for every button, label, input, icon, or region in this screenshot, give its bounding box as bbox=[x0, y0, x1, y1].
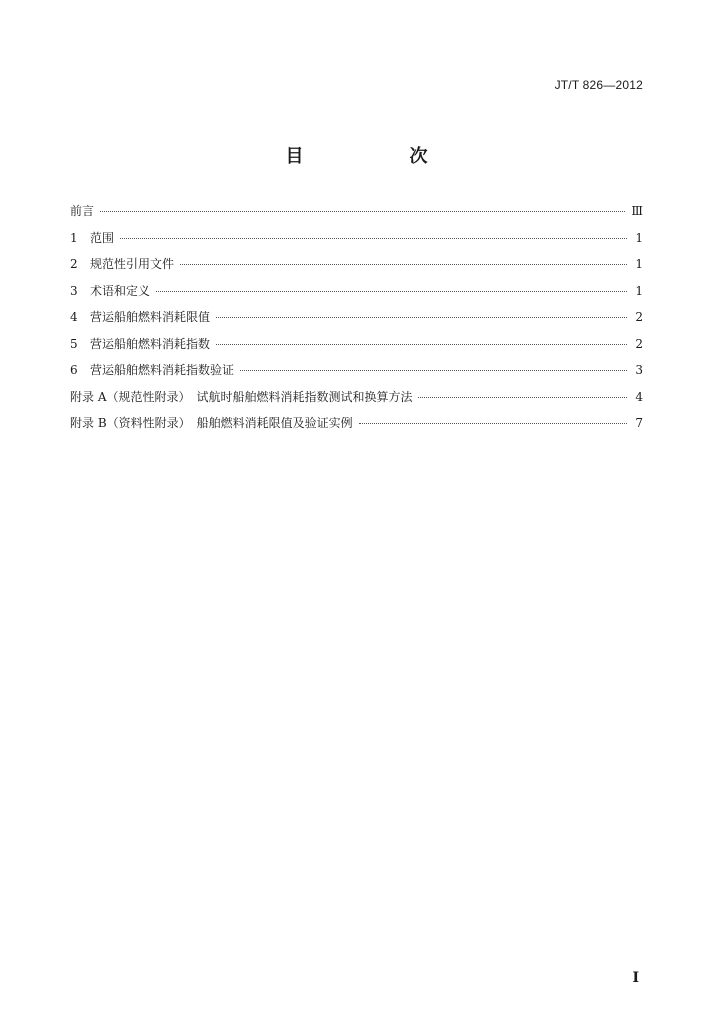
toc-entry-label: 前言 bbox=[70, 204, 95, 218]
toc-entry-2[interactable] bbox=[70, 255, 643, 282]
toc-entry-label: 营运船舶燃料消耗指数 bbox=[90, 336, 211, 351]
toc-entry-label: 规范性引用文件 bbox=[90, 257, 175, 271]
toc-leader-dots bbox=[120, 238, 627, 239]
standard-code: JT/T 826—2012 bbox=[554, 78, 643, 92]
toc-leader-dots bbox=[418, 397, 627, 398]
toc-entry-label: 术语和定义 bbox=[90, 283, 151, 298]
toc-entry-number: 3 bbox=[70, 283, 78, 298]
toc-leader-dots bbox=[156, 291, 627, 292]
toc-leader-dots bbox=[216, 317, 627, 318]
page-title: 目 次 bbox=[285, 146, 472, 167]
toc-entry-5[interactable] bbox=[70, 335, 643, 362]
toc-leader-dots bbox=[359, 423, 627, 424]
toc-entry-label: 范围 bbox=[90, 230, 115, 245]
toc-leader-dots bbox=[216, 344, 627, 345]
toc-entry-page: 2 bbox=[635, 336, 643, 351]
toc-entry-foreword[interactable] bbox=[70, 202, 643, 229]
toc-entry-page: Ⅲ bbox=[631, 204, 643, 218]
toc-entry-number: 1 bbox=[70, 230, 78, 245]
toc-entry-number: 2 bbox=[70, 257, 78, 271]
toc-entry-number: 4 bbox=[70, 310, 78, 324]
toc-leader-dots bbox=[100, 211, 625, 212]
page-number: Ⅰ bbox=[632, 970, 639, 986]
toc-entry-number: 6 bbox=[70, 363, 78, 377]
table-of-contents bbox=[70, 202, 643, 441]
toc-leader-dots bbox=[240, 370, 627, 371]
toc-entry-number: 5 bbox=[70, 336, 78, 351]
toc-entry-label: 附录 A（规范性附录） 试航时船舶燃料消耗指数测试和换算方法 bbox=[70, 389, 413, 404]
toc-entry-label: 营运船舶燃料消耗限值 bbox=[90, 310, 211, 324]
toc-entry-4[interactable] bbox=[70, 308, 643, 335]
toc-entry-page: 1 bbox=[635, 257, 643, 271]
toc-entry-label: 营运船舶燃料消耗指数验证 bbox=[90, 363, 235, 377]
toc-entry-6[interactable] bbox=[70, 361, 643, 388]
toc-entry-page: 4 bbox=[635, 389, 643, 404]
toc-entry-appendix-b[interactable] bbox=[70, 414, 643, 441]
toc-entry-label: 附录 B（资料性附录） 船舶燃料消耗限值及验证实例 bbox=[70, 416, 353, 430]
toc-entry-page: 1 bbox=[635, 283, 643, 298]
toc-entry-1[interactable] bbox=[70, 229, 643, 256]
toc-entry-page: 1 bbox=[635, 230, 643, 245]
toc-entry-3[interactable] bbox=[70, 282, 643, 309]
toc-entry-page: 3 bbox=[635, 363, 643, 377]
toc-entry-appendix-a[interactable] bbox=[70, 388, 643, 415]
toc-leader-dots bbox=[180, 264, 627, 265]
toc-entry-page: 2 bbox=[635, 310, 643, 324]
toc-entry-page: 7 bbox=[635, 416, 643, 430]
